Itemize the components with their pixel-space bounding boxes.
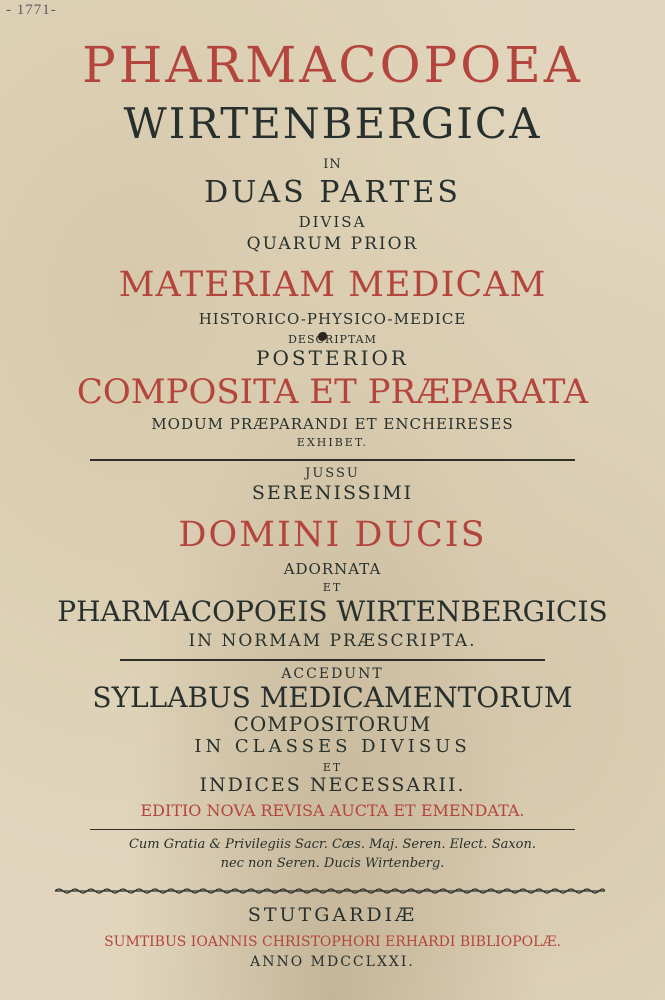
text-materiam-medicam: MATERIAM MEDICAM: [118, 265, 547, 305]
text-privilege-2: nec non Seren. Ducis Wirtenberg.: [220, 856, 445, 871]
text-duas-partes: DUAS PARTES: [204, 175, 461, 210]
text-divisa: DIVISA: [298, 213, 367, 231]
text-sumtibus: SUMTIBUS IOANNIS CHRISTOPHORI ERHARDI BIBLIOPOLÆ.: [104, 934, 561, 950]
text-et-1: ET: [322, 581, 343, 594]
title-line-1: PHARMACOPOEA: [82, 36, 583, 94]
text-syllabus: SYLLABUS MEDICAMENTORUM: [92, 681, 573, 714]
corner-annotation: - 1771-: [6, 2, 57, 18]
text-in: IN: [323, 157, 342, 172]
text-descriptam: DESCRIPTAM: [288, 333, 377, 346]
text-et-2: ET: [322, 761, 343, 774]
text-adornata: ADORNATA: [283, 560, 382, 578]
text-modum: MODUM PRÆPARANDI ET ENCHEIRESES: [151, 415, 514, 433]
text-stutgardiae: STUTGARDIÆ: [247, 904, 418, 926]
text-composita: COMPOSITA ET PRÆPARATA: [76, 372, 589, 412]
text-pharmacopoeis: PHARMACOPOEIS WIRTENBERGICIS: [57, 595, 608, 628]
divider-3: [90, 829, 575, 830]
ornamental-rule: [55, 886, 605, 896]
text-posterior: POSTERIOR: [256, 346, 409, 370]
divider-2: [120, 659, 545, 661]
text-quarum-prior: QUARUM PRIOR: [246, 234, 419, 254]
text-serenissimi: SERENISSIMI: [251, 482, 414, 504]
text-historico: HISTORICO-PHYSICO-MEDICE: [198, 310, 467, 328]
text-accedunt: ACCEDUNT: [281, 666, 384, 682]
text-compositorum: COMPOSITORUM: [233, 712, 432, 736]
divider-1: [90, 459, 575, 461]
text-exhibet: EXHIBET.: [296, 436, 369, 449]
text-editio: EDITIO NOVA REVISA AUCTA ET EMENDATA.: [140, 801, 525, 820]
text-in-classes: IN CLASSES DIVISUS: [194, 736, 471, 757]
text-in-normam: IN NORMAM PRÆSCRIPTA.: [188, 631, 477, 651]
text-anno: ANNO MDCCLXXI.: [250, 954, 415, 970]
text-privilege-1: Cum Gratia & Privilegiis Sacr. Cæs. Maj. Seren. Elect. Saxon.: [128, 837, 537, 852]
text-domini-ducis: DOMINI DUCIS: [178, 515, 487, 555]
text-indices: INDICES NECESSARII.: [199, 774, 466, 796]
title-line-2: WIRTENBERGICA: [123, 99, 542, 148]
text-jussu: JUSSU: [305, 466, 360, 481]
